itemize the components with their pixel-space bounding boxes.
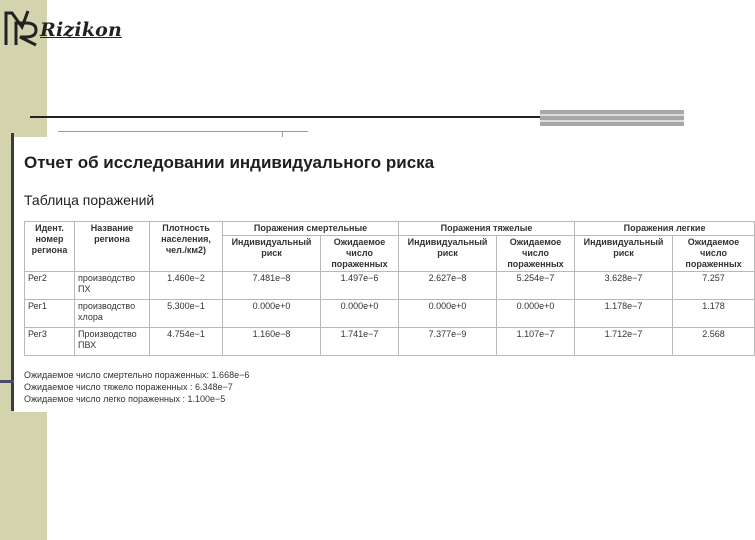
cell-severe-risk: 7.377e−9 (399, 328, 497, 356)
damage-table (24, 221, 755, 356)
report-screenshot (14, 137, 742, 412)
cell-fatal-count: 0.000e+0 (321, 300, 399, 328)
summary-block (24, 369, 249, 405)
cell-density: 5.300e−1 (150, 300, 223, 328)
header-severe-count: Ожидаемое число пораженных (497, 236, 575, 272)
cell-light-risk: 1.178e−7 (575, 300, 673, 328)
report-title: Отчет об исследовании индивидуального риска (24, 153, 435, 172)
cell-fatal-count: 1.497e−6 (321, 272, 399, 300)
header-severe-risk: Индивидуальный риск (399, 236, 497, 272)
decorative-bar-accent (0, 380, 14, 383)
report-subtitle: Таблица поражений (24, 192, 155, 208)
cell-region-name: производство хлора (75, 300, 150, 328)
summary-light: Ожидаемое число легко пораженных : 1.100e−5 (24, 394, 226, 404)
cell-severe-risk: 0.000e+0 (399, 300, 497, 328)
cell-light-count: 2.568 (673, 328, 755, 356)
cell-severe-risk: 2.627e−8 (399, 272, 497, 300)
cell-light-count: 7.257 (673, 272, 755, 300)
cell-fatal-risk: 0.000e+0 (223, 300, 321, 328)
table-row (25, 328, 755, 356)
cell-fatal-count: 1.741e−7 (321, 328, 399, 356)
header-light-group: Поражения легкие (575, 222, 755, 236)
header-fatal-group: Поражения смертельные (223, 222, 399, 236)
header-light-count: Ожидаемое число пораженных (673, 236, 755, 272)
cell-region-name: Производство ПВХ (75, 328, 150, 356)
cell-fatal-risk: 7.481e−8 (223, 272, 321, 300)
logo-text: Rizikon (40, 19, 123, 41)
summary-fatal: Ожидаемое число смертельно пораженных: 1.668e−6 (24, 370, 250, 380)
cell-region-id: Рег2 (25, 272, 75, 300)
cell-light-risk: 3.628e−7 (575, 272, 673, 300)
cell-region-name: производство ПХ (75, 272, 150, 300)
cell-severe-count: 1.107e−7 (497, 328, 575, 356)
rizikon-logo-icon (2, 7, 42, 47)
decorative-block (540, 110, 684, 126)
cell-fatal-risk: 1.160e−8 (223, 328, 321, 356)
table-row (25, 272, 755, 300)
header-severe-group: Поражения тяжелые (399, 222, 575, 236)
header-fatal-count: Ожидаемое число пораженных (321, 236, 399, 272)
header-light-risk: Индивидуальный риск (575, 236, 673, 272)
cell-severe-count: 5.254e−7 (497, 272, 575, 300)
table-row (25, 300, 755, 328)
header-fatal-risk: Индивидуальный риск (223, 236, 321, 272)
header-region-id: Идент. номер региона (25, 222, 75, 272)
cell-density: 1.460e−2 (150, 272, 223, 300)
cell-region-id: Рег3 (25, 328, 75, 356)
header-density: Плотность населения, чел./км2) (150, 222, 223, 272)
summary-severe: Ожидаемое число тяжело пораженных : 6.348e−7 (24, 382, 233, 392)
cell-light-risk: 1.712e−7 (575, 328, 673, 356)
cell-severe-count: 0.000e+0 (497, 300, 575, 328)
cell-region-id: Рег1 (25, 300, 75, 328)
cell-density: 4.754e−1 (150, 328, 223, 356)
header-region-name: Название региона (75, 222, 150, 272)
cell-light-count: 1.178 (673, 300, 755, 328)
rizikon-logo (2, 3, 122, 47)
